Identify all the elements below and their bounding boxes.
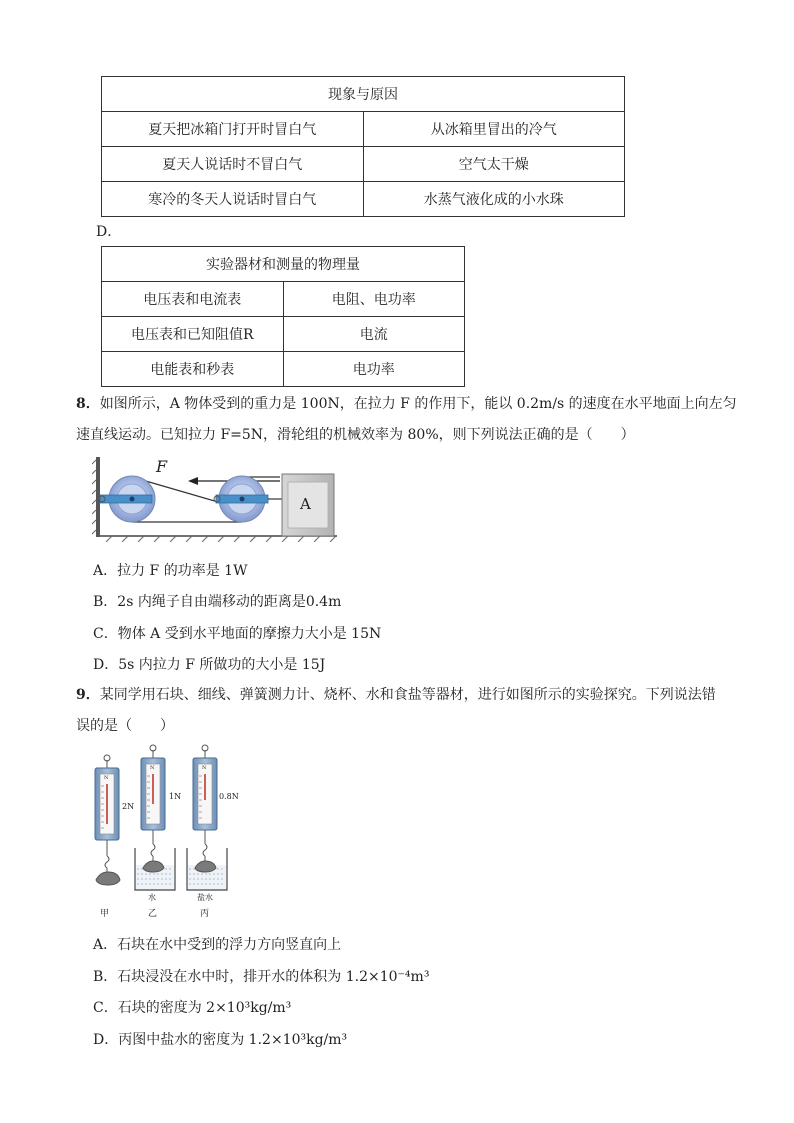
table-phenomena [101, 76, 625, 217]
block-label: A [300, 495, 311, 513]
movable-pulley [214, 476, 282, 522]
option-d-label: D． [96, 224, 122, 240]
fixed-pulley [99, 476, 155, 522]
stone-jia [96, 872, 120, 885]
table-cell: 电阻、电功率 [283, 282, 465, 317]
q9-option-d[interactable]: D．丙图中盐水的密度为 1.2×10³kg/m³ [93, 1032, 348, 1048]
panel-label-jia: 甲 [100, 909, 110, 919]
ground-hatch [106, 536, 336, 542]
q9-option-c[interactable]: C．石块的密度为 2×10³kg/m³ [93, 1000, 292, 1016]
table-row [102, 317, 465, 352]
panel-label-yi: 乙 [148, 909, 158, 919]
panel-label-bing: 丙 [200, 909, 210, 919]
liquid-label-water: 水 [148, 893, 156, 902]
reading-jia: 2N [122, 802, 135, 811]
table-cell: 电流 [283, 317, 465, 352]
table-header: 实验器材和测量的物理量 [102, 247, 465, 282]
table-cell: 寒冷的冬天人说话时冒白气 [102, 182, 364, 217]
stone-yi [143, 861, 164, 872]
block-a [282, 474, 334, 536]
q8-option-c[interactable]: C．物体 A 受到水平地面的摩擦力大小是 15N [93, 626, 382, 642]
q9-stem-line1 [76, 684, 716, 704]
table-header: 现象与原因 [102, 77, 625, 112]
scale-unit: N [202, 765, 207, 771]
table-cell: 电能表和秒表 [102, 352, 284, 387]
q8-option-b[interactable]: B．2s 内绳子自由端移动的距离是0.4m [93, 594, 342, 610]
stone-bing [195, 861, 216, 872]
table-instruments [101, 246, 465, 387]
table-row [102, 282, 465, 317]
force-arrow-head [188, 477, 198, 485]
scale-unit: N [104, 775, 109, 781]
table-cell: 电功率 [283, 352, 465, 387]
table-cell: 电压表和电流表 [102, 282, 284, 317]
q8-option-d[interactable]: D．5s 内拉力 F 所做功的大小是 15J [93, 657, 326, 673]
q9-option-a[interactable]: A．石块在水中受到的浮力方向竖直向上 [93, 937, 342, 953]
q8-stem-line2: 速直线运动。已知拉力 F=5N，滑轮组的机械效率为 80%，则下列说法正确的是（ ） [76, 427, 635, 443]
table-row [102, 247, 465, 282]
scale-yi [135, 745, 181, 919]
spring-scale-figure [88, 744, 258, 920]
table-cell: 水蒸气液化成的小水珠 [363, 182, 625, 217]
table-cell: 电压表和已知阻值R [102, 317, 284, 352]
q8-stem-line1 [76, 393, 737, 413]
scale-unit: N [150, 765, 155, 771]
table-row [102, 182, 625, 217]
reading-bing: 0.8N [219, 792, 239, 801]
q8-option-a[interactable]: A．拉力 F 的功率是 1W [93, 563, 248, 579]
table-cell: 夏天人说话时不冒白气 [102, 147, 364, 182]
force-label: F [156, 457, 168, 476]
q9-number: 9． [76, 687, 100, 703]
table-row [102, 352, 465, 387]
q9-option-b[interactable]: B．石块浸没在水中时，排开水的体积为 1.2×10⁻⁴m³ [93, 969, 430, 985]
q8-number: 8． [76, 396, 100, 412]
table-cell: 夏天把冰箱门打开时冒白气 [102, 112, 364, 147]
table-cell: 空气太干燥 [363, 147, 625, 182]
table-cell: 从冰箱里冒出的冷气 [363, 112, 625, 147]
scale-jia [95, 755, 134, 919]
liquid-label-brine: 盐水 [197, 893, 213, 902]
q9-stem-text: 某同学用石块、细线、弹簧测力计、烧杯、水和食盐等器材，进行如图所示的实验探究。下列说法错 [99, 687, 716, 703]
table-row [102, 147, 625, 182]
q8-stem-text: 如图所示，A 物体受到的重力是 100N，在拉力 F 的作用下，能以 0.2m/s 的速度在水平地面上向左匀 [99, 396, 737, 412]
pulley-figure [92, 452, 342, 542]
q9-stem-line2: 误的是（ ） [76, 718, 174, 734]
wall-hatch [92, 460, 96, 534]
scale-bing [187, 745, 239, 919]
table-row [102, 77, 625, 112]
reading-yi: 1N [169, 792, 182, 801]
table-row [102, 112, 625, 147]
